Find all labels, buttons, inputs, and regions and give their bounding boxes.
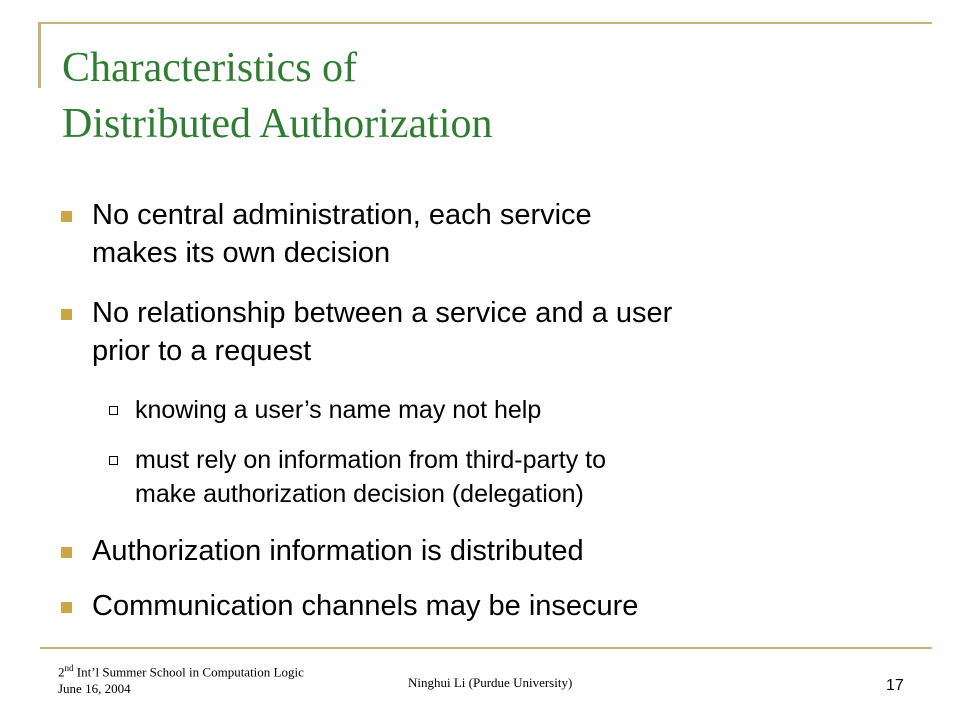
title-line-2: Distributed Authorization — [62, 101, 493, 147]
footer-event-number: 2 — [58, 664, 65, 680]
page-number: 17 — [886, 677, 904, 694]
footer-event-title — [58, 660, 304, 680]
bullet-item — [92, 587, 852, 625]
footer-event — [58, 660, 304, 697]
bullet-text-line: Authorization information is distributed — [92, 535, 584, 567]
footer-event-name: Int’l Summer School in Computation Logic — [73, 664, 304, 680]
bullet-text-line: prior to a request — [92, 335, 312, 367]
bullet-item — [92, 196, 852, 272]
bullet-item — [92, 532, 852, 570]
square-bullet-icon — [61, 547, 72, 558]
sub-bullet-text-line: must rely on information from third-party to — [135, 446, 606, 474]
footer-author: Ninghui Li (Purdue University) — [408, 675, 573, 690]
sub-bullet-text-line: knowing a user’s name may not help — [135, 396, 542, 424]
square-bullet-icon — [61, 309, 72, 320]
square-bullet-icon — [61, 211, 72, 222]
bullet-text-line: No central administration, each service — [92, 199, 592, 231]
footer-date: June 16, 2004 — [58, 681, 131, 697]
square-bullet-icon — [61, 602, 72, 613]
sub-bullet-text-line: make authorization decision (delegation) — [135, 480, 584, 508]
hollow-square-bullet-icon — [109, 456, 118, 465]
hollow-square-bullet-icon — [109, 406, 118, 415]
bullet-item — [92, 294, 852, 370]
sub-bullet-item — [135, 443, 835, 511]
footer-event-ordinal: nd — [64, 663, 74, 673]
bullet-text-line: makes its own decision — [92, 237, 391, 269]
title-line-1: Characteristics of — [62, 45, 358, 91]
bullet-text-line: Communication channels may be insecure — [92, 590, 639, 622]
bullet-text-line: No relationship between a service and a user — [92, 297, 673, 329]
sub-bullet-item — [135, 393, 835, 427]
